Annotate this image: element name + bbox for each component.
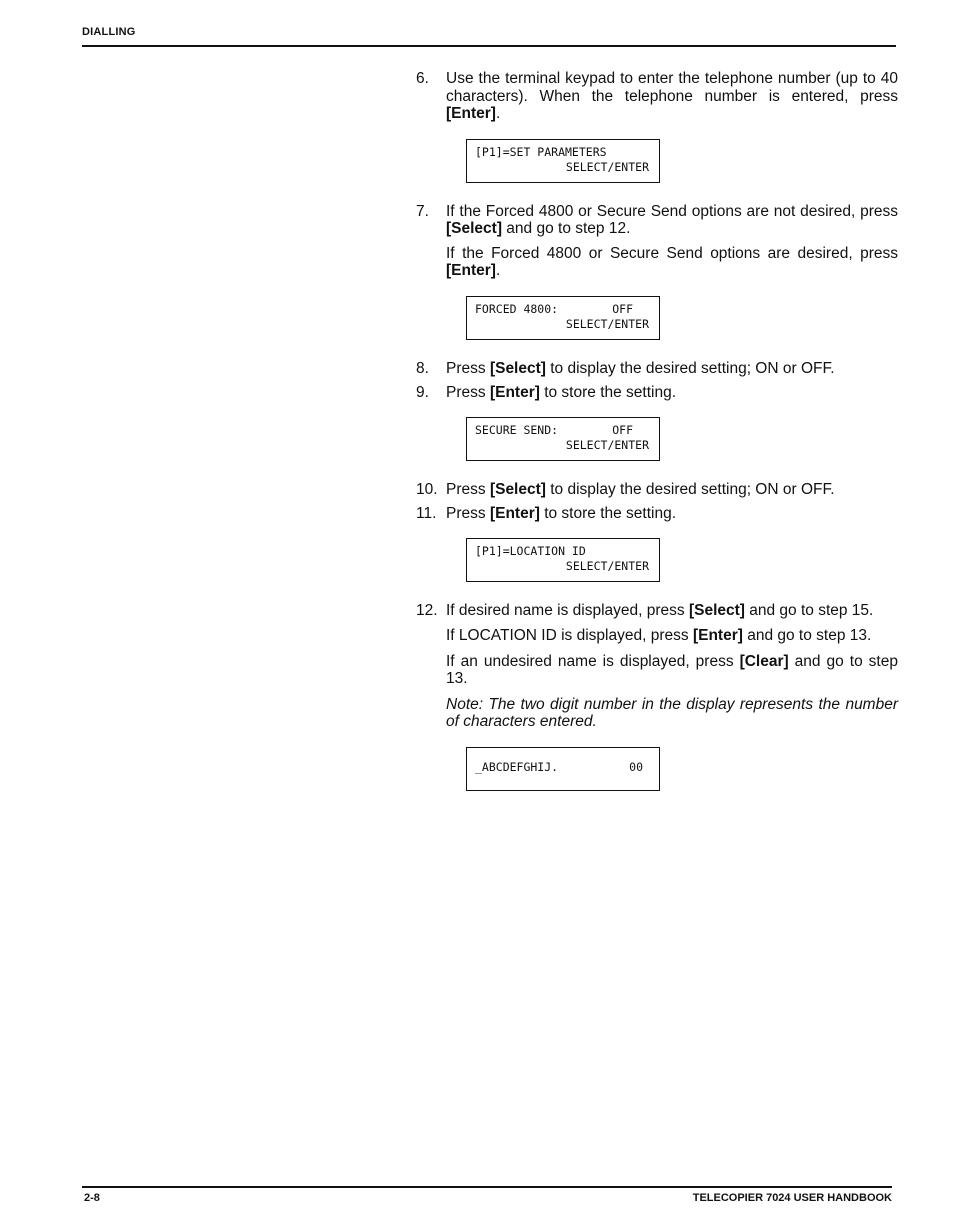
footer-rule — [82, 1186, 892, 1188]
step-number: 12. — [416, 601, 438, 619]
step-number: 6. — [416, 70, 429, 87]
display-line-1: _ABCDEFGHIJ. — [475, 759, 559, 774]
step-text: If desired name is displayed, press [Select] and go to step 15. — [446, 601, 874, 619]
lcd-display-forced-4800 — [466, 296, 660, 340]
step-6 — [416, 70, 898, 123]
display-line-2: SELECT/ENTER — [565, 558, 649, 573]
lcd-display-secure-send — [466, 417, 660, 461]
step-10 — [416, 481, 898, 499]
key-clear: [Clear] — [739, 652, 789, 670]
step-12-location-text: If LOCATION ID is displayed, press [Enter] and go to step 13. — [446, 627, 872, 644]
page-content — [416, 70, 898, 791]
step-text: Press [Enter] to store the setting. — [446, 384, 677, 401]
step-number: 9. — [416, 384, 429, 401]
lcd-display-name-entry — [466, 747, 660, 791]
section-header: DIALLING — [82, 26, 136, 38]
step-number: 7. — [416, 202, 429, 220]
display-value: 00 — [629, 759, 643, 774]
lcd-display-set-parameters — [466, 139, 660, 183]
step-8 — [416, 360, 898, 378]
display-value: OFF — [612, 422, 633, 437]
step-7-alt-text: If the Forced 4800 or Secure Send options are desired, press [Enter]. — [446, 244, 898, 279]
key-select: [Select] — [446, 220, 502, 237]
display-line-1: [P1]=SET PARAMETERS — [475, 144, 607, 159]
key-enter: [Enter] — [446, 105, 496, 122]
display-line-1: FORCED 4800: — [475, 301, 559, 316]
step-text: If the Forced 4800 or Secure Send options are not desired, press [Select] and go to step 12. — [446, 202, 898, 237]
display-value: OFF — [612, 301, 633, 316]
key-select: [Select] — [489, 359, 546, 377]
key-enter: [Enter] — [489, 505, 540, 522]
page-number: 2-8 — [84, 1192, 100, 1204]
step-9 — [416, 384, 898, 402]
key-enter: [Enter] — [489, 384, 540, 401]
key-select: [Select] — [489, 480, 546, 498]
step-text: Use the terminal keypad to enter the telephone number (up to 40 characters). When the telephone number is entered, press [Enter]. — [446, 70, 898, 122]
step-text: Press [Select] to display the desired setting; ON or OFF. — [446, 480, 835, 498]
display-line-1: [P1]=LOCATION ID — [475, 543, 586, 558]
step-12-note: Note: The two digit number in the display represents the number of characters entered. — [446, 695, 898, 730]
step-12-undesired-text: If an undesired name is displayed, press [Clear] and go to step 13. — [446, 652, 898, 687]
display-line-2: SELECT/ENTER — [565, 437, 649, 452]
step-text: Press [Select] to display the desired setting; ON or OFF. — [446, 359, 835, 377]
step-12 — [416, 602, 898, 620]
display-line-1: SECURE SEND: — [475, 422, 559, 437]
step-number: 8. — [416, 359, 429, 377]
step-number: 11. — [416, 505, 437, 522]
step-7 — [416, 203, 898, 238]
step-11 — [416, 505, 898, 523]
display-line-2: SELECT/ENTER — [565, 159, 649, 174]
display-line-2: SELECT/ENTER — [565, 316, 649, 331]
key-enter: [Enter] — [446, 262, 496, 279]
header-rule — [82, 45, 896, 47]
document-title: TELECOPIER 7024 USER HANDBOOK — [692, 1192, 892, 1204]
lcd-display-location-id — [466, 538, 660, 582]
key-enter: [Enter] — [692, 627, 743, 644]
step-number: 10. — [416, 480, 438, 498]
step-text: Press [Enter] to store the setting. — [446, 505, 677, 522]
key-select: [Select] — [688, 601, 745, 619]
